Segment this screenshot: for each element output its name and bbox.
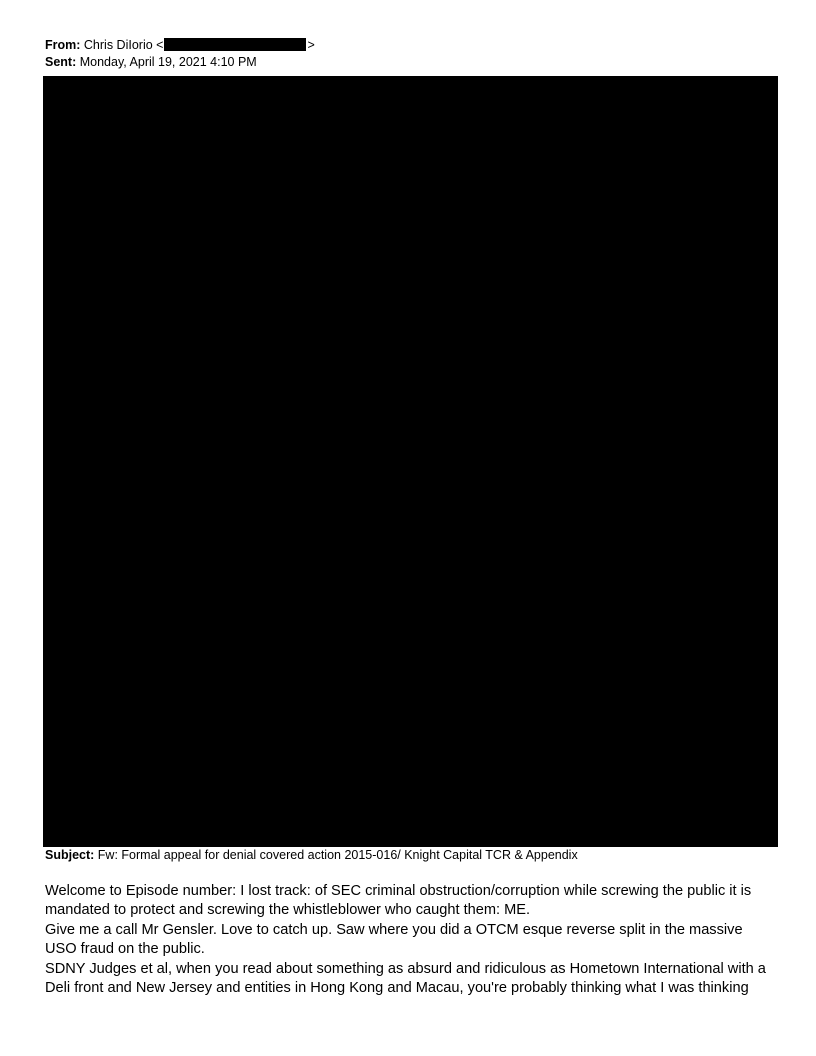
subject-label: Subject:	[45, 848, 95, 862]
subject-value: Fw: Formal appeal for denial covered action 2015-016/ Knight Capital TCR & Appendix	[97, 848, 578, 862]
recipients-redaction-block	[43, 76, 778, 847]
from-close-bracket: >	[307, 38, 315, 52]
sent-label: Sent:	[45, 55, 77, 69]
sent-row	[45, 54, 315, 71]
email-address-redaction	[164, 38, 306, 51]
email-header	[45, 37, 315, 71]
from-row	[45, 37, 315, 54]
from-name: Chris DiIorio <	[83, 38, 164, 52]
subject-row	[45, 847, 578, 864]
body-paragraph: Welcome to Episode number: I lost track: of SEC criminal obstruction/corruption while screwing the public it is mandated to protect and screwing the whistleblower who caught them: ME.	[45, 883, 752, 919]
from-label: From:	[45, 38, 81, 52]
body-paragraph: Give me a call Mr Gensler. Love to catch up. Saw where you did a OTCM esque reverse split in the massive USO fraud on the public.	[45, 921, 743, 958]
body-paragraph: SDNY Judges et al, when you read about something as absurd and ridiculous as Hometown International with a Deli front and New Jersey and entities in Hong Kong and Macau, you're probably thinking what I was thinking	[45, 960, 766, 997]
sent-value: Monday, April 19, 2021 4:10 PM	[79, 55, 257, 69]
email-body	[45, 882, 775, 998]
